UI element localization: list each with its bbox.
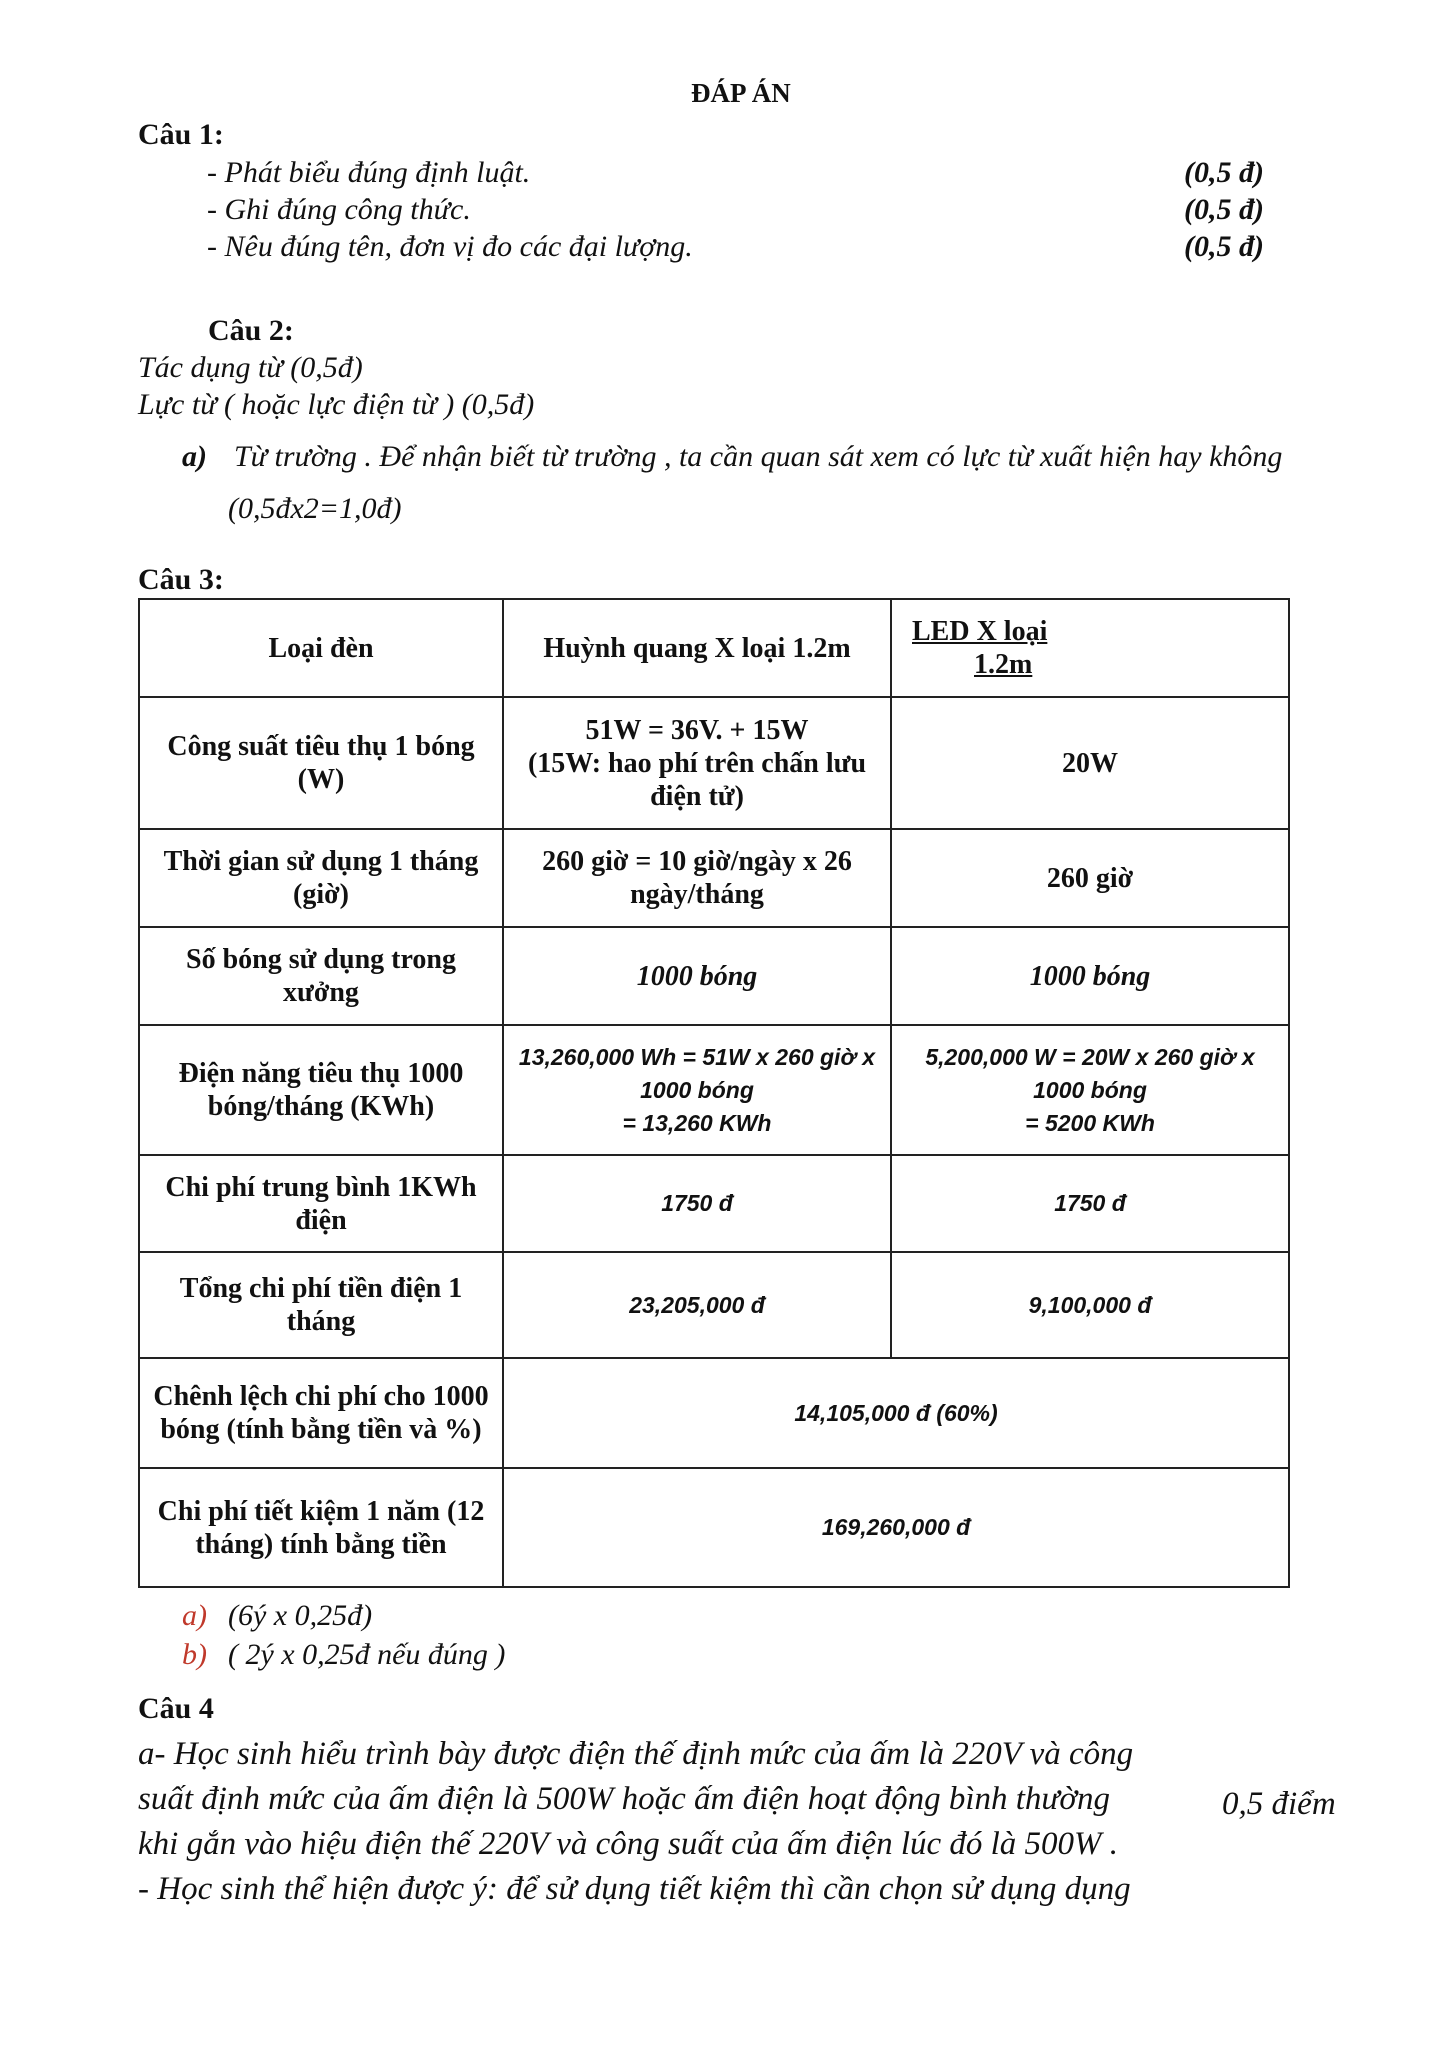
- header-col-3: [891, 599, 1289, 697]
- q1-heading: Câu 1:: [138, 118, 224, 151]
- row-led: 260 giờ: [891, 829, 1289, 927]
- table-row: [139, 1252, 1289, 1358]
- row-label: Điện năng tiêu thụ 1000 bóng/tháng (KWh): [139, 1025, 503, 1155]
- row-label: Chi phí trung bình 1KWh điện: [139, 1155, 503, 1252]
- row-fluor-line: 13,260,000 Wh = 51W x 260 giờ x: [518, 1043, 876, 1070]
- row-label: Số bóng sử dụng trong xưởng: [139, 927, 503, 1025]
- row-label: Chênh lệch chi phí cho 1000 bóng (tính bằng tiền và %): [139, 1358, 503, 1468]
- q4-line-2: suất định mức của ấm điện là 500W hoặc ấm điện hoạt động bình thường: [138, 1781, 1111, 1817]
- row-label: Chi phí tiết kiệm 1 năm (12 tháng) tính bằng tiền: [139, 1468, 503, 1587]
- row-label: Thời gian sử dụng 1 tháng (giờ): [139, 829, 503, 927]
- q2-a-text: Từ trường . Để nhận biết từ trường , ta cần quan sát xem có lực từ xuất hiện hay không: [234, 440, 1283, 473]
- header-col-2: Huỳnh quang X loại 1.2m: [503, 599, 891, 697]
- row-fluor: 1000 bóng: [503, 927, 891, 1025]
- q2-line-2: Lực từ ( hoặc lực điện từ ) (0,5đ): [138, 388, 535, 421]
- row-fluor-line: 51W = 36V. + 15W: [585, 714, 809, 746]
- table-row: [139, 829, 1289, 927]
- q3-note-b-label: b): [182, 1638, 207, 1671]
- q2-a-label: a): [182, 440, 207, 473]
- row-merged: 14,105,000 đ (60%): [503, 1358, 1289, 1468]
- table-row: [139, 599, 1289, 697]
- row-fluor-line: = 13,260 KWh: [622, 1109, 772, 1136]
- row-led-line: 5,200,000 W = 20W x 260 giờ x: [925, 1043, 1255, 1070]
- q3-note-a: (6ý x 0,25đ): [228, 1599, 373, 1632]
- q2-heading: Câu 2:: [208, 314, 294, 347]
- row-led-line: 1000 bóng: [1033, 1076, 1147, 1103]
- header-col-1: Loại đèn: [139, 599, 503, 697]
- q1-score-3: (0,5 đ): [1184, 230, 1264, 263]
- q2-line-1: Tác dụng từ (0,5đ): [138, 351, 363, 384]
- row-fluor-line: (15W: hao phí trên chấn lưu: [527, 747, 867, 779]
- q4-line-3: khi gắn vào hiệu điện thế 220V và công suất của ấm điện lúc đó là 500W .: [138, 1826, 1119, 1862]
- row-fluor-line: điện tử): [650, 780, 744, 812]
- q3-heading: Câu 3:: [138, 563, 224, 596]
- row-fluor-line: ngày/tháng: [630, 879, 764, 910]
- q1-score-2: (0,5 đ): [1184, 193, 1264, 226]
- table-row: [139, 697, 1289, 829]
- header-col-3-line-1: LED X loại: [912, 616, 1048, 647]
- q4-line-1: a- Học sinh hiểu trình bày được điện thế định mức của ấm là 220V và công: [138, 1736, 1134, 1772]
- q3-table: [138, 598, 1290, 1588]
- row-label: Công suất tiêu thụ 1 bóng (W): [139, 697, 503, 829]
- q2-a-score: (0,5đx2=1,0đ): [228, 492, 402, 525]
- q1-score-1: (0,5 đ): [1184, 156, 1264, 189]
- row-fluor: [503, 1025, 891, 1155]
- q3-note-a-label: a): [182, 1599, 207, 1632]
- row-fluor: 23,205,000 đ: [503, 1252, 891, 1358]
- q4-heading: Câu 4: [138, 1692, 214, 1725]
- row-fluor-line: 260 giờ = 10 giờ/ngày x 26: [542, 846, 852, 877]
- table-row: [139, 1025, 1289, 1155]
- row-merged: 169,260,000 đ: [503, 1468, 1289, 1587]
- table-row: [139, 927, 1289, 1025]
- q1-item-3: - Nêu đúng tên, đơn vị đo các đại lượng.: [207, 230, 693, 263]
- q3-note-b: ( 2ý x 0,25đ nếu đúng ): [228, 1638, 506, 1671]
- row-fluor: 1750 đ: [503, 1155, 891, 1252]
- header-col-3-line-2: 1.2m: [974, 649, 1033, 680]
- q1-item-2: - Ghi đúng công thức.: [207, 193, 471, 226]
- table-row: [139, 1358, 1289, 1468]
- row-fluor: [503, 697, 891, 829]
- row-led: 20W: [891, 697, 1289, 829]
- q1-item-1: - Phát biểu đúng định luật.: [207, 156, 531, 189]
- page-title: ĐÁP ÁN: [691, 78, 791, 108]
- row-led: 1000 bóng: [891, 927, 1289, 1025]
- row-led: 1750 đ: [891, 1155, 1289, 1252]
- table-row: [139, 1468, 1289, 1587]
- row-led-line: = 5200 KWh: [1025, 1109, 1155, 1136]
- q4-score: 0,5 điểm: [1222, 1786, 1336, 1822]
- row-led: 9,100,000 đ: [891, 1252, 1289, 1358]
- row-fluor: [503, 829, 891, 927]
- q4-line-4: - Học sinh thể hiện được ý: để sử dụng tiết kiệm thì cần chọn sử dụng dụng: [138, 1871, 1131, 1907]
- row-fluor-line: 1000 bóng: [640, 1076, 754, 1103]
- table-row: [139, 1155, 1289, 1252]
- row-label: Tổng chi phí tiền điện 1 tháng: [139, 1252, 503, 1358]
- row-led: [891, 1025, 1289, 1155]
